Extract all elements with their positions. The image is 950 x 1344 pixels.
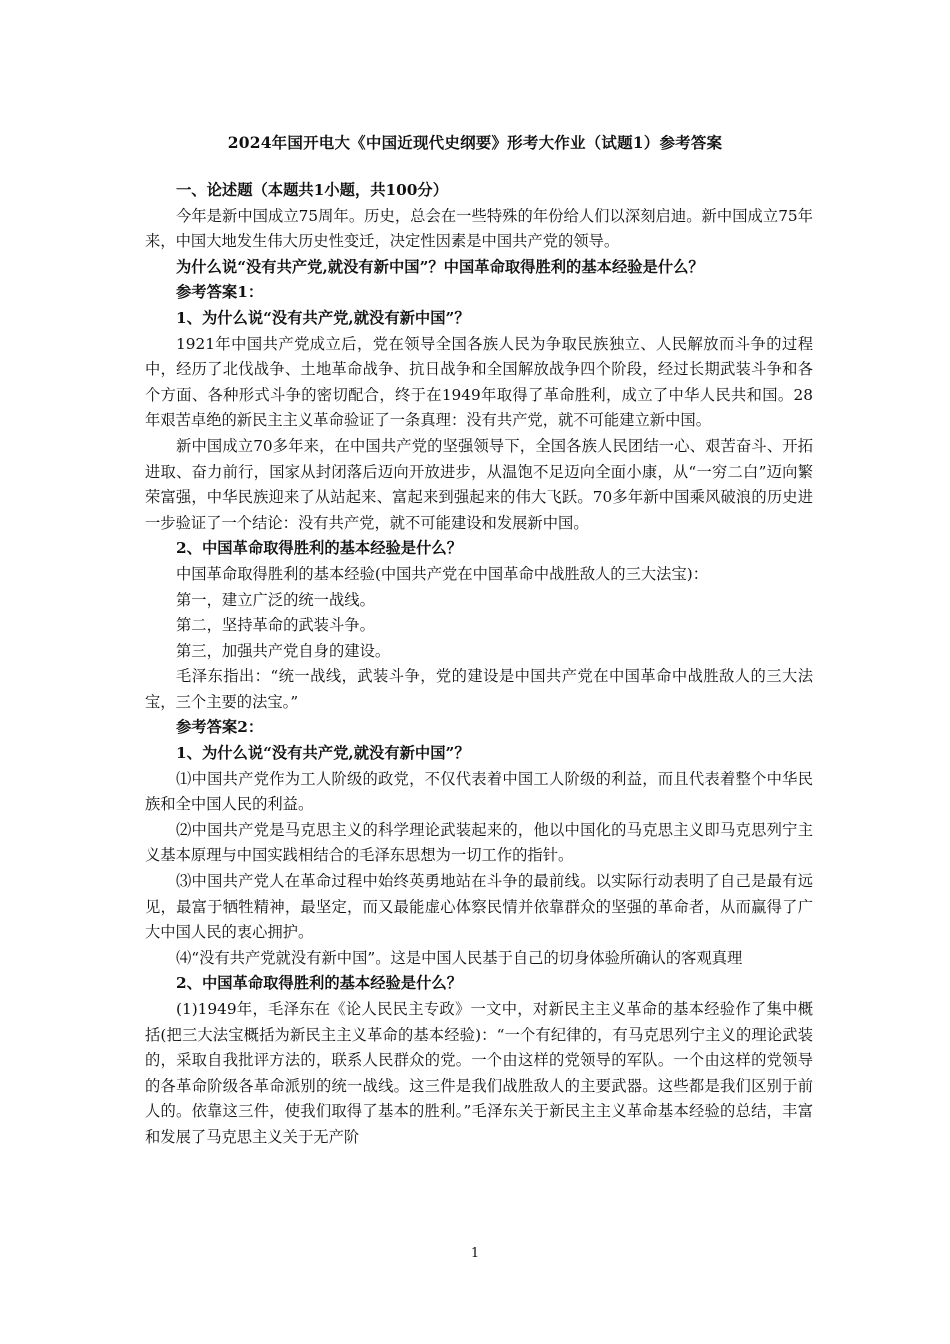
document-title: 2024年国开电大《中国近现代史纲要》形考大作业（试题1）参考答案 bbox=[227, 133, 723, 152]
subheading: 2、中国革命取得胜利的基本经验是什么？ bbox=[176, 974, 462, 993]
paragraph: ⑴中国共产党作为工人阶级的政党，不仅代表着中国工人阶级的利益，而且代表着整个中华民族和全中国人民的利益。 bbox=[145, 769, 813, 814]
section-heading: 一、论述题（本题共1小题，共100分） bbox=[176, 181, 449, 199]
paragraph: ⑵中国共产党是马克思主义的科学理论武装起来的，他以中国化的马克思主义即马克思列宁主义基本原理与中国实践相结合的毛泽东思想为一切工作的指针。 bbox=[145, 820, 813, 865]
list-item: 第一，建立广泛的统一战线。 bbox=[176, 590, 375, 609]
subheading: 2、中国革命取得胜利的基本经验是什么？ bbox=[176, 539, 462, 558]
subheading: 1、为什么说“没有共产党,就没有新中国”？ bbox=[176, 744, 470, 763]
paragraph: 新中国成立70多年来，在中国共产党的坚强领导下，全国各族人民团结一心、艰苦奋斗、开拓进取、奋力前行，国家从封闭落后迈向开放进步，从温饱不足迈向全面小康，从“一穷二白”迈向繁荣富强，中华民族迎来了从站起来、富起来到强起来的伟大飞跃。70多年新中国乘风破浪的历史进一步验证了一个结论：没有共产党，就不可能建设和发展新中国。 bbox=[145, 436, 813, 532]
list-item: 第三，加强共产党自身的建设。 bbox=[176, 641, 391, 660]
list-item: 第二，坚持革命的武装斗争。 bbox=[176, 616, 375, 635]
paragraph: 中国革命取得胜利的基本经验(中国共产党在中国革命中战胜敌人的三大法宝)： bbox=[176, 564, 709, 583]
document-body bbox=[145, 178, 813, 1151]
subheading: 1、为什么说“没有共产党,就没有新中国”？ bbox=[176, 308, 470, 327]
page-number: 1 bbox=[470, 1246, 480, 1261]
answer-heading: 参考答案2： bbox=[176, 718, 264, 737]
paragraph: 1921年中国共产党成立后，党在领导全国各族人民为争取民族独立、人民解放而斗争的过程中，经历了北伐战争、土地革命战争、抗日战争和全国解放战争四个阶段，经过长期武装斗争和各个方面、各种形式斗争的密切配合，终于在1949年取得了革命胜利，成立了中华人民共和国。28年艰苦卓绝的新民主主义革命验证了一条真理：没有共产党，就不可能建立新中国。 bbox=[145, 334, 813, 430]
paragraph: 今年是新中国成立75周年。历史，总会在一些特殊的年份给人们以深刻启迪。新中国成立75年来，中国大地发生伟大历史性变迁，决定性因素是中国共产党的领导。 bbox=[145, 206, 813, 251]
paragraph: ⑶中国共产党人在革命过程中始终英勇地站在斗争的最前线。以实际行动表明了自己是最有远见，最富于牺牲精神，最坚定，而又最能虚心体察民情并依靠群众的坚强的革命者，从而赢得了广大中国人民的衷心拥护。 bbox=[145, 872, 813, 942]
paragraph: (1)1949年，毛泽东在《论人民民主专政》一文中，对新民主主义革命的基本经验作了集中概括(把三大法宝概括为新民主主义革命的基本经验)：“一个有纪律的，有马克思列宁主义的理论武装的，采取自我批评方法的，联系人民群众的党。一个由这样的党领导的军队。一个由这样的党领导的各革命阶级各革命派别的统一战线。这三件是我们战胜敌人的主要武器。这些都是我们区别于前人的。依靠这三件，使我们取得了基本的胜利。”毛泽东关于新民主主义革命基本经验的总结，丰富和发展了马克思主义关于无产阶 bbox=[145, 1000, 813, 1146]
paragraph: 毛泽东指出：“统一战线，武装斗争，党的建设是中国共产党在中国革命中战胜敌人的三大法宝，三个主要的法宝。” bbox=[145, 667, 813, 711]
paragraph: ⑷“没有共产党就没有新中国”。这是中国人民基于自己的切身体验所确认的客观真理 bbox=[176, 948, 743, 967]
question: 为什么说“没有共产党,就没有新中国”？中国革命取得胜利的基本经验是什么？ bbox=[176, 257, 704, 276]
answer-heading: 参考答案1： bbox=[176, 283, 264, 302]
